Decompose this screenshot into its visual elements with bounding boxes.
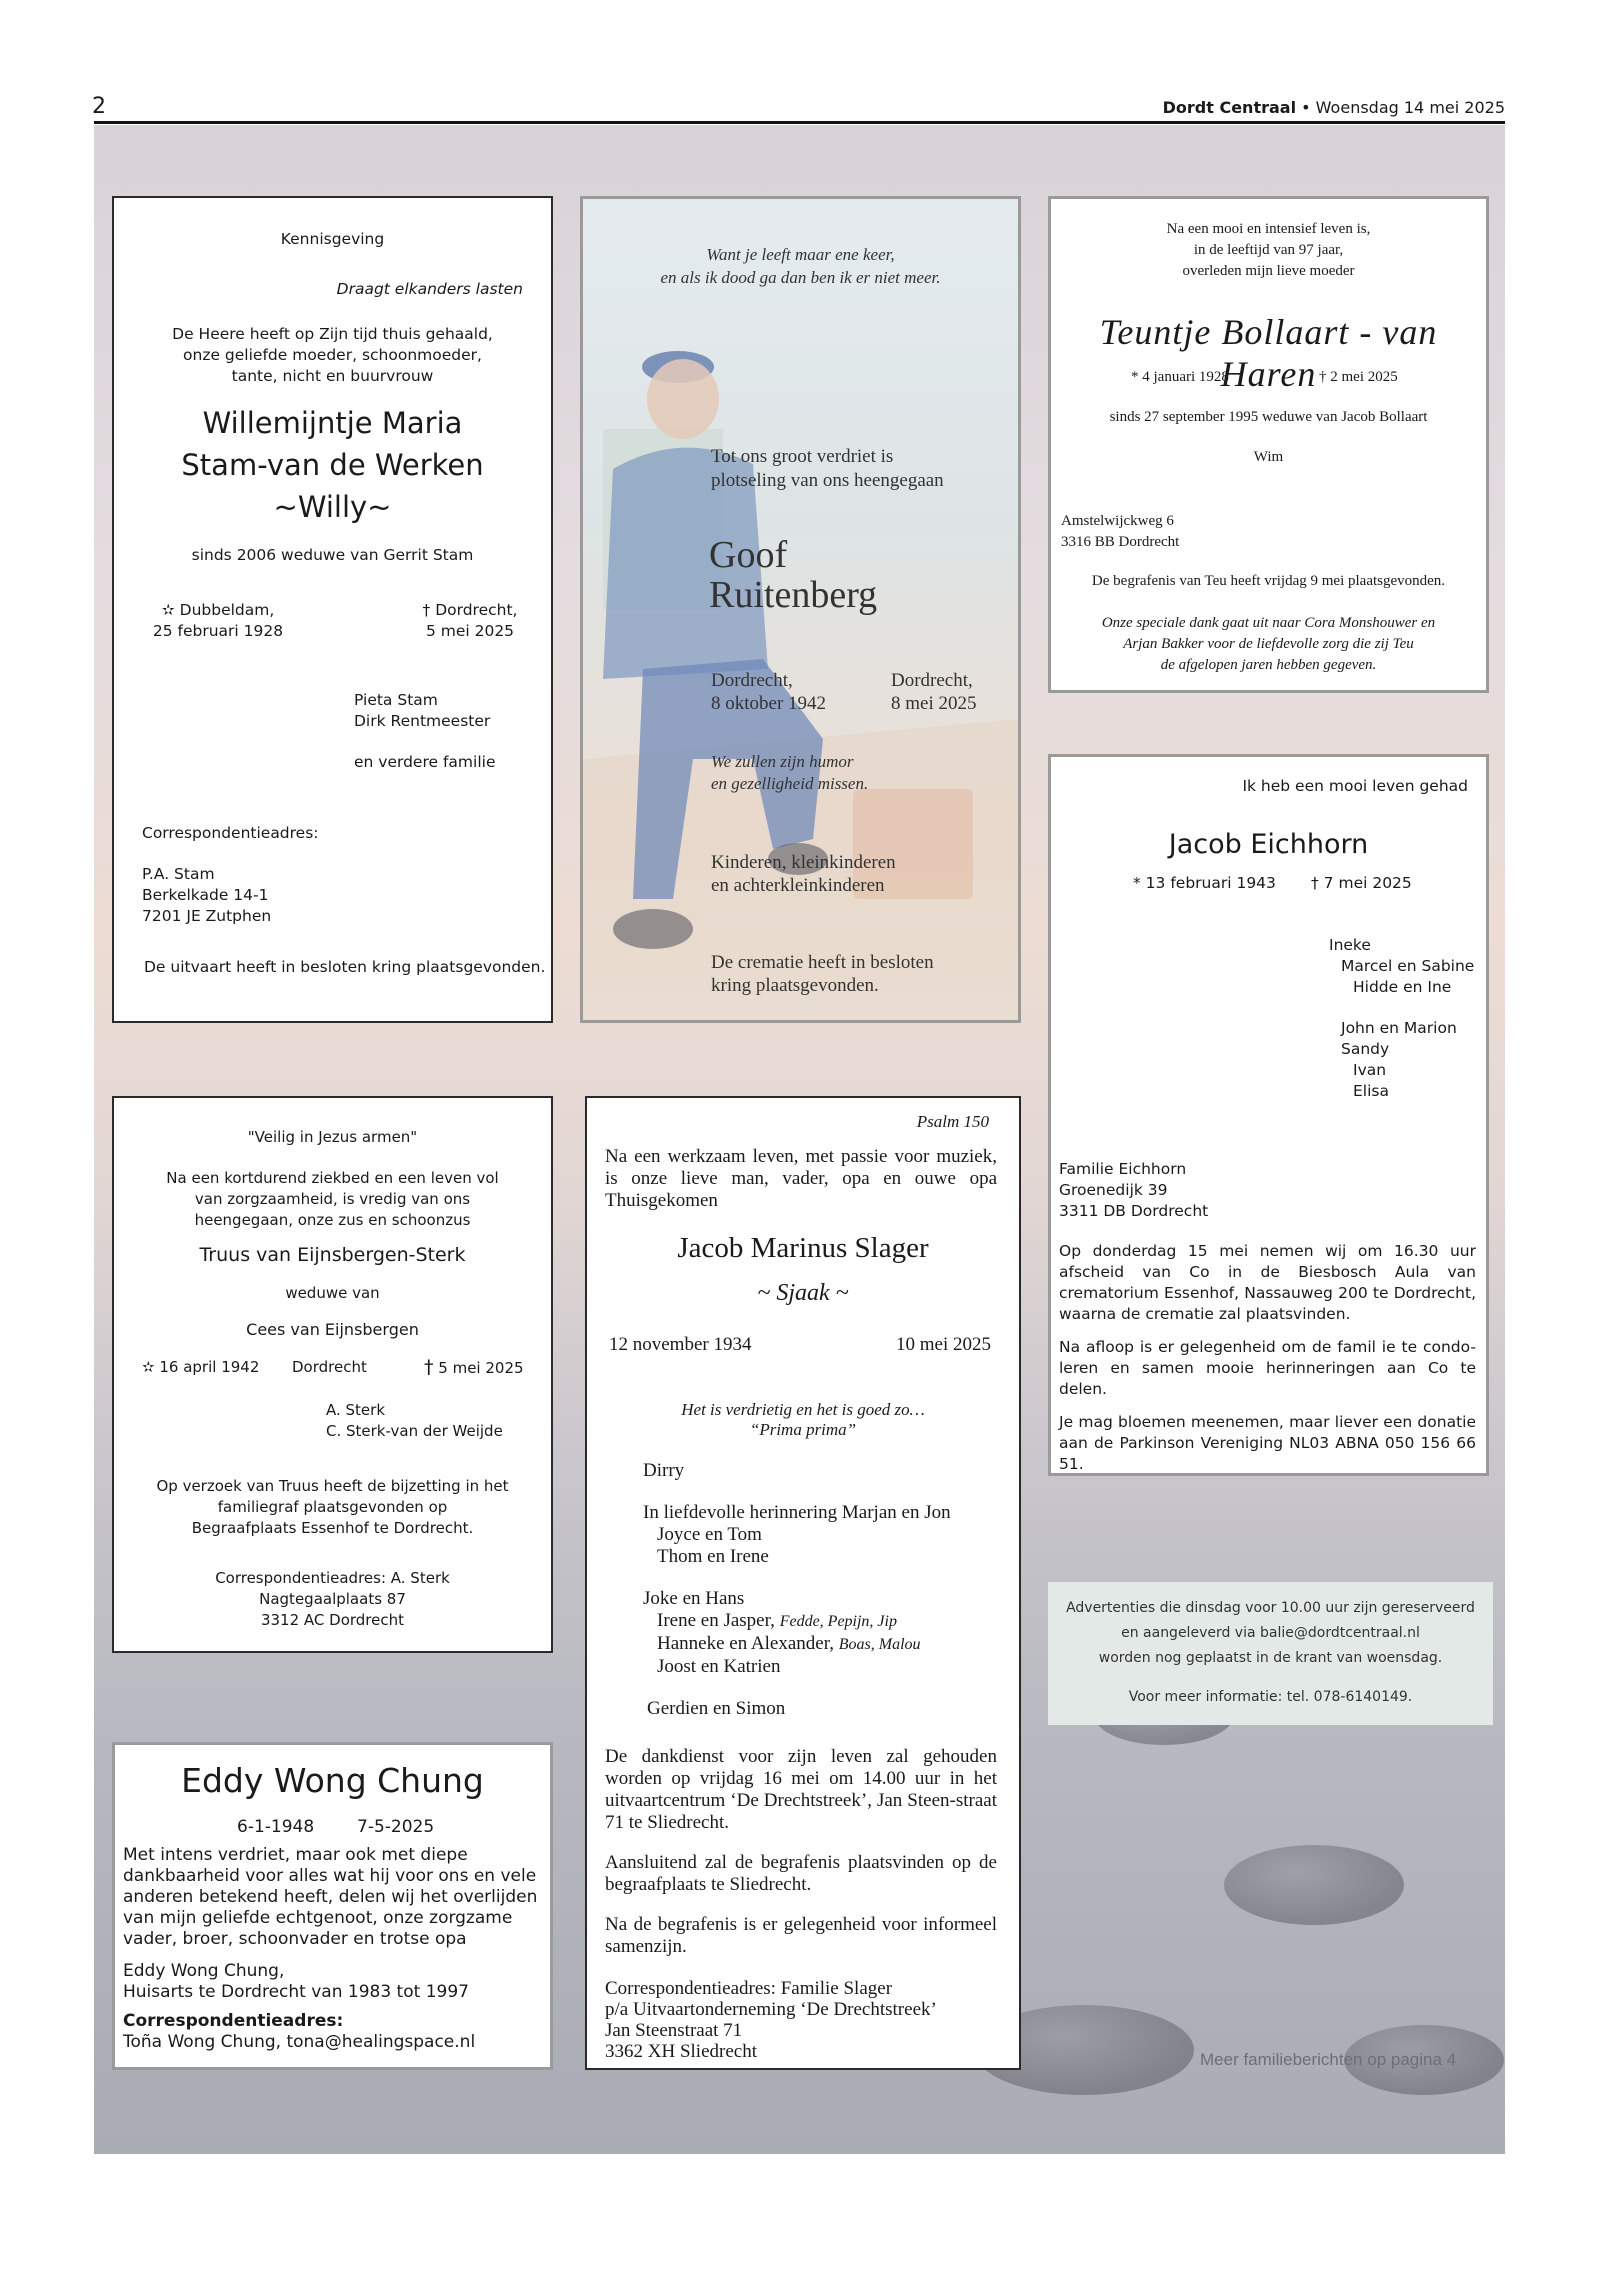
info-line: worden nog geplaatst in de krant van woensdag. [1098, 1650, 1443, 1666]
husband-name: Cees van Eijnsbergen [246, 1320, 419, 1339]
intro-line: in de leeftijd van 97 jaar, [1193, 242, 1344, 258]
family-member: Ineke [1329, 936, 1371, 954]
name-line: Willemijntje Maria [202, 406, 463, 440]
info-text [1048, 1596, 1493, 1710]
ceremony-text [1059, 1241, 1476, 1475]
death-date: 8 mei 2025 [891, 693, 977, 714]
notice-intro [114, 324, 551, 387]
memory-line: We zullen zijn humor [711, 752, 854, 771]
signer: Wim [1253, 449, 1284, 465]
notice-ruitenberg [580, 196, 1021, 1023]
family-line: Hanneke en Alexander, [657, 1633, 839, 1654]
thanks-note [1051, 613, 1486, 676]
family-line: Irene en Jasper, [657, 1610, 780, 1631]
quote [587, 1400, 1019, 1440]
address-line: Berkelkade 14-1 [142, 886, 269, 904]
grandchildren: Fedde, Pepijn, Jip [779, 1613, 897, 1630]
notice-quote [583, 243, 1018, 289]
notice-stam [112, 196, 553, 1023]
notice-intro [114, 1168, 551, 1231]
address-line: Nagtegaalplaats 87 [259, 1590, 406, 1608]
cross-icon: † [424, 1356, 434, 1378]
issue-date: Woensdag 14 mei 2025 [1315, 98, 1505, 117]
birth-info [711, 669, 826, 715]
family-member: John en Marion [1341, 1019, 1457, 1037]
widow-label: weduwe van [285, 1284, 380, 1302]
death-info [424, 1356, 524, 1378]
birth-date: 12 november 1934 [609, 1334, 752, 1355]
notice-bollaart [1048, 196, 1489, 693]
family-member: en verdere familie [354, 753, 496, 771]
family-list [354, 690, 495, 773]
death-info: † 2 mei 2025 [1319, 369, 1398, 385]
deceased-name: Teuntje Bollaart - van Haren [1099, 312, 1438, 394]
signature-line: Huisarts te Dordrecht van 1983 tot 1997 [123, 1982, 469, 2002]
burial-note [114, 1476, 551, 1539]
address [1061, 511, 1179, 553]
notice-intro: Na een werkzaam leven, met passie voor muziek, is onze lieve man, vader, opa en ouwe opa Thuisgekomen [605, 1146, 997, 1211]
family-member: Ivan [1353, 1061, 1387, 1079]
family-list [711, 851, 896, 897]
notice-eichhorn [1048, 754, 1489, 1476]
death-place: Dordrecht, [435, 601, 518, 619]
notice-slager [585, 1096, 1021, 2070]
condolence-paragraph: Na afloop is er gelegenheid om de famil ie te condo-leren en samen mooie herinneringen aan Co te delen. [1059, 1338, 1476, 1398]
place: Dordrecht [292, 1358, 367, 1376]
notice-wong-chung [112, 1742, 553, 2070]
death-date: 5 mei 2025 [438, 1359, 524, 1377]
advertising-info [1048, 1582, 1493, 1725]
cross-icon: † [422, 601, 431, 619]
notice-intro [1051, 219, 1486, 282]
notice-heading: Kennisgeving [280, 230, 385, 248]
family-member: Dirry [643, 1460, 685, 1481]
quote-line: Want je leeft maar ene keer, [706, 245, 895, 264]
info-line: Voor meer informatie: tel. 078-6140149. [1128, 1689, 1413, 1705]
death-info: † 7 mei 2025 [1311, 874, 1412, 892]
family-line: Joost en Katrien [657, 1656, 781, 1677]
birth-info [148, 600, 288, 642]
address-line: Correspondentieadres: A. Sterk [215, 1569, 450, 1587]
address-line: p/a Uitvaartonderneming ‘De Drechtstreek’ [605, 1999, 937, 2020]
masthead [1163, 98, 1505, 117]
notice-motto: Draagt elkanders lasten [336, 280, 523, 298]
address-line: 7201 JE Zutphen [142, 907, 272, 925]
correspondence-address [605, 1978, 937, 2062]
quote-line: “Prima prima” [749, 1420, 857, 1439]
death-date: 10 mei 2025 [896, 1334, 991, 1355]
ceremony-paragraph: Op donderdag 15 mei nemen wij om 16.30 uur afscheid van Co in de Biesbosch Aula van crematorium Essenhof, Nassauweg 200 te Dordrecht, waarna de crematie zal plaatsvinden. [1059, 1242, 1476, 1323]
birth-date: 6-1-1948 [237, 1817, 315, 1837]
family-member: Marcel en Sabine [1341, 957, 1475, 975]
family-line: Gerdien en Simon [647, 1698, 786, 1719]
signature [123, 1961, 469, 2003]
family-list [326, 1400, 503, 1442]
widow-line: sinds 2006 weduwe van Gerrit Stam [191, 546, 474, 564]
intro-line: Na een kortdurend ziekbed en een leven vol [166, 1169, 499, 1187]
memory-line: en gezelligheid missen. [711, 774, 869, 793]
notice-body: Met intens verdriet, maar ook met diepe dankbaarheid voor alles wat hij voor ons en vele anderen betekend heeft, delen wij het overlijden van mijn geliefde echtgenoot, onze zorgzame vader, broer, schoonvader en trotse opa [123, 1845, 538, 1949]
correspondence-address [142, 864, 271, 927]
funeral-note: De begrafenis van Teu heeft vrijdag 9 mei plaatsgevonden. [1091, 573, 1446, 589]
thanks-line: Onze speciale dank gaat uit naar Cora Monshouwer en [1101, 615, 1436, 631]
intro-line: van zorgzaamheid, is vredig van ons [194, 1190, 471, 1208]
top-rule [94, 121, 1505, 124]
burial-paragraph: Aansluitend zal de begrafenis plaatsvinden op de begraafplaats te Sliedrecht. [605, 1852, 997, 1895]
correspondence-address [114, 1568, 551, 1631]
burial-line: familiegraf plaatsgevonden op [217, 1498, 448, 1516]
notice-motto: Ik heb een mooi leven gehad [1242, 777, 1468, 795]
address-line: Amstelwijckweg 6 [1061, 513, 1174, 529]
birth-date: 8 oktober 1942 [711, 693, 827, 714]
deceased-name [709, 535, 877, 615]
deceased-name: Eddy Wong Chung [181, 1761, 484, 1800]
address-line: P.A. Stam [142, 865, 215, 883]
cremation-line: De crematie heeft in besloten [711, 952, 934, 973]
quote-line: en als ik dood ga dan ben ik er niet meer. [660, 268, 941, 287]
intro-line: tante, nicht en buurvrouw [231, 367, 434, 385]
address-line: 3316 BB Dordrecht [1061, 534, 1180, 550]
intro-line: De Heere heeft op Zijn tijd thuis gehaald, [172, 325, 493, 343]
notice-intro [711, 445, 944, 493]
masthead-separator: • [1296, 98, 1316, 117]
birth-date: 16 april 1942 [159, 1358, 260, 1376]
address-line: 3362 XH Sliedrecht [605, 2041, 757, 2062]
memory-note [711, 751, 868, 795]
quote-line: Het is verdrietig en het is goed zo… [681, 1400, 925, 1419]
address-line: Groenedijk 39 [1059, 1181, 1168, 1199]
death-info [891, 669, 977, 715]
nickname: ~ Sjaak ~ [757, 1280, 849, 1306]
deceased-name: Jacob Marinus Slager [677, 1232, 929, 1264]
address-line: Familie Eichhorn [1059, 1160, 1187, 1178]
page-number: 2 [92, 94, 106, 119]
intro-line: Tot ons groot verdriet is [711, 446, 894, 467]
address-line: 3311 DB Dordrecht [1059, 1202, 1209, 1220]
family-member: Dirk Rentmeester [354, 712, 491, 730]
address-line: Jan Steenstraat 71 [605, 2020, 743, 2041]
death-info [410, 600, 530, 642]
family-member: Hidde en Ine [1353, 978, 1452, 996]
correspondence-label: Correspondentieadres: [123, 2011, 344, 2031]
intro-line: overleden mijn lieve moeder [1182, 263, 1355, 279]
widow-line: sinds 27 september 1995 weduwe van Jacob Bollaart [1109, 409, 1428, 425]
notice-motto: "Veilig in Jezus armen" [247, 1128, 418, 1146]
notice-van-eijnsbergen [112, 1096, 553, 1653]
burial-line: Op verzoek van Truus heeft de bijzetting in het [156, 1477, 509, 1495]
family-line: en achterkleinkinderen [711, 875, 885, 896]
family-member: Elisa [1353, 1082, 1389, 1100]
intro-line: plotseling van ons heengegaan [711, 470, 944, 491]
signature-line: Eddy Wong Chung, [123, 1961, 285, 1981]
correspondence-contact: Toña Wong Chung, tona@healingspace.nl [123, 2032, 476, 2052]
name-line: Goof [709, 534, 788, 576]
correspondence-label: Correspondentieadres: [142, 824, 319, 842]
family-line: Joyce en Tom [657, 1524, 762, 1545]
intro-line: onze geliefde moeder, schoonmoeder, [183, 346, 482, 364]
birth-info: * 4 januari 1928 [1131, 369, 1229, 385]
gathering-paragraph: Na de begrafenis is er gelegenheid voor informeel samenzijn. [605, 1914, 997, 1957]
family-member: Pieta Stam [354, 691, 438, 709]
family-member: A. Sterk [326, 1401, 386, 1419]
burial-line: Begraafplaats Essenhof te Dordrecht. [191, 1519, 474, 1537]
continuation-note: Meer familieberichten op pagina 4 [1200, 2050, 1457, 2069]
star-icon: ✫ [142, 1358, 155, 1376]
name-line: ~Willy~ [273, 490, 392, 524]
intro-line: Na een mooi en intensief leven is, [1166, 221, 1371, 237]
birth-place: Dordrecht, [711, 670, 793, 691]
birth-info [142, 1358, 259, 1376]
birth-info: * 13 februari 1943 [1133, 874, 1276, 892]
thanks-line: Arjan Bakker voor de liefdevolle zorg die zij Teu [1123, 636, 1414, 652]
address-line: 3312 AC Dordrecht [260, 1611, 405, 1629]
service-text [605, 1746, 997, 1958]
family-list [1329, 935, 1474, 1102]
psalm-reference: Psalm 150 [916, 1112, 989, 1131]
paper-name: Dordt Centraal [1162, 98, 1297, 117]
family-line: Thom en Irene [657, 1546, 769, 1567]
star-icon: ✫ [161, 601, 175, 619]
info-line: en aangeleverd via balie@dordtcentraal.nl [1121, 1625, 1420, 1641]
family-list [643, 1502, 951, 1720]
family-member: Sandy [1341, 1040, 1390, 1058]
family-line: Joke en Hans [643, 1588, 745, 1609]
donation-paragraph: Je mag bloemen meenemen, maar liever een donatie aan de Parkinson Vereniging NL03 ABNA 050 156 66 51. [1059, 1413, 1476, 1473]
death-place: Dordrecht, [891, 670, 973, 691]
birth-date: 25 februari 1928 [152, 622, 284, 640]
address-line: Correspondentieadres: Familie Slager [605, 1978, 893, 1999]
funeral-note: De uitvaart heeft in besloten kring plaatsgevonden. [144, 958, 546, 976]
name-line: Ruitenberg [709, 574, 878, 616]
name-line: Stam-van de Werken [181, 448, 484, 482]
family-line: In liefdevolle herinnering Marjan en Jon [643, 1502, 951, 1523]
family-member: C. Sterk-van der Weijde [326, 1422, 503, 1440]
cremation-note [711, 951, 934, 997]
deceased-name: Truus van Eijnsbergen-Sterk [199, 1244, 466, 1266]
thanks-line: de afgelopen jaren hebben gegeven. [1160, 657, 1377, 673]
grandchildren: Boas, Malou [838, 1636, 921, 1653]
stone-shape [1224, 1845, 1404, 1925]
family-line: Kinderen, kleinkinderen [711, 852, 896, 873]
correspondence-address [123, 2011, 475, 2053]
intro-line: heengegaan, onze zus en schoonzus [194, 1211, 471, 1229]
service-paragraph: De dankdienst voor zijn leven zal gehouden worden op vrijdag 16 mei om 14.00 uur in het uitvaartcentrum ‘De Drechtstreek’, Jan Steen-straat 71 te Sliedrecht. [605, 1746, 997, 1833]
deceased-name [114, 402, 551, 528]
cremation-line: kring plaatsgevonden. [711, 975, 879, 996]
deceased-name: Jacob Eichhorn [1168, 829, 1369, 860]
death-date: 5 mei 2025 [425, 622, 515, 640]
address [1059, 1159, 1208, 1222]
death-date: 7-5-2025 [357, 1817, 435, 1837]
birth-place: Dubbeldam, [179, 601, 275, 619]
info-line: Advertenties die dinsdag voor 10.00 uur zijn gereserveerd [1066, 1600, 1475, 1616]
